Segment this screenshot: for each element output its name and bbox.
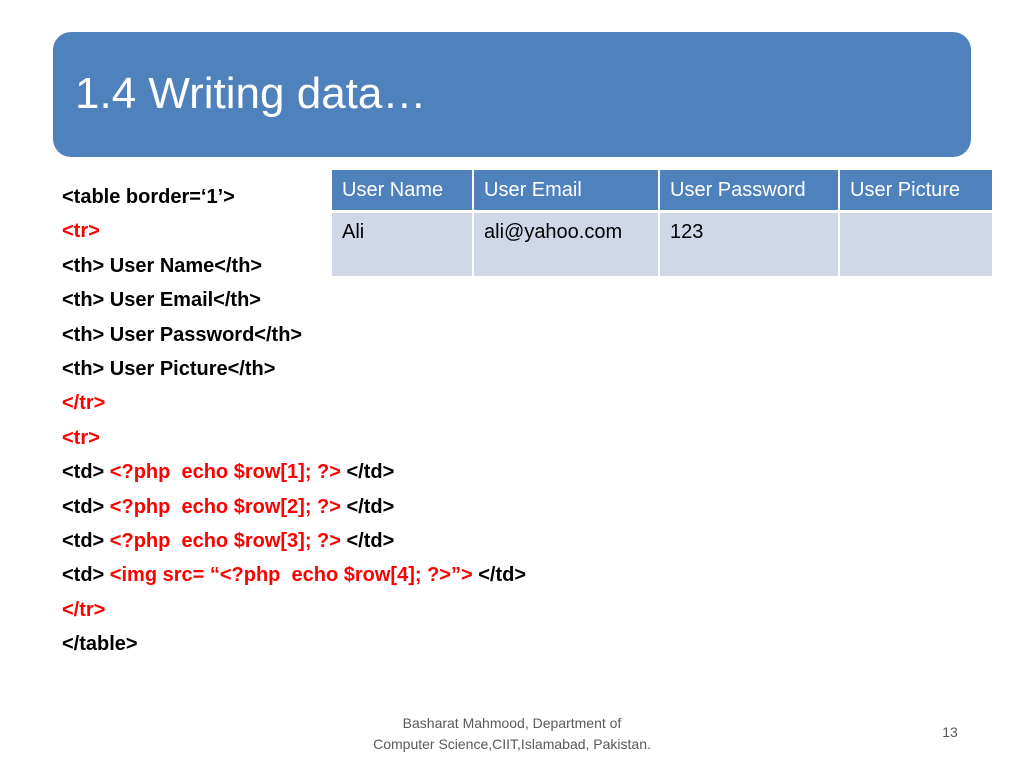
code-line: <th> User Email</th> [62, 289, 261, 312]
cell-user-email: ali@yahoo.com [474, 213, 660, 276]
code-segment: <td> [62, 564, 110, 587]
header-user-password: User Password [660, 170, 840, 213]
code-line: <th> User Name</th> [62, 254, 263, 277]
code-line: <tr> [62, 426, 100, 449]
code-segment: </td> [340, 529, 395, 552]
code-line: </tr> [62, 598, 106, 621]
page-number: 13 [942, 724, 958, 740]
code-line: </table> [62, 633, 138, 656]
code-line: </tr> [62, 392, 106, 415]
code-segment: <td> [62, 529, 110, 552]
header-user-name: User Name [332, 170, 474, 213]
table-row [332, 213, 992, 276]
code-line: <th> User Picture</th> [62, 357, 276, 380]
code-segment: </td> [340, 495, 395, 518]
cell-user-picture [840, 213, 992, 276]
code-line [62, 558, 526, 592]
cell-user-name: Ali [332, 213, 474, 276]
slide-title: 1.4 Writing data… [75, 69, 427, 118]
footer-text [312, 713, 712, 755]
footer-line: Computer Science,CIIT,Islamabad, Pakistan. [373, 736, 651, 752]
php-snippet: <?php echo $row[3]; ?> [109, 529, 341, 552]
code-segment: </td> [340, 461, 395, 484]
code-line: <th> User Password</th> [62, 323, 303, 346]
table-header-row [332, 170, 992, 213]
php-snippet: <?php echo $row[1]; ?> [109, 461, 341, 484]
header-user-email: User Email [474, 170, 660, 213]
code-segment: <td> [62, 461, 110, 484]
header-user-picture: User Picture [840, 170, 992, 213]
rendered-table [332, 170, 992, 276]
code-segment: <td> [62, 495, 110, 518]
code-line [62, 455, 526, 489]
code-segment: </td> [472, 564, 527, 587]
title-bar [53, 32, 971, 157]
footer-line: Basharat Mahmood, Department of [402, 715, 622, 731]
code-line: <tr> [62, 220, 100, 243]
php-snippet: <?php echo $row[2]; ?> [109, 495, 341, 518]
php-snippet: <img src= “<?php echo $row[4]; ?>”> [109, 564, 473, 587]
code-line: <table border=‘1’> [62, 186, 235, 208]
code-line [62, 524, 526, 558]
code-line [62, 490, 526, 524]
cell-user-password: 123 [660, 213, 840, 276]
